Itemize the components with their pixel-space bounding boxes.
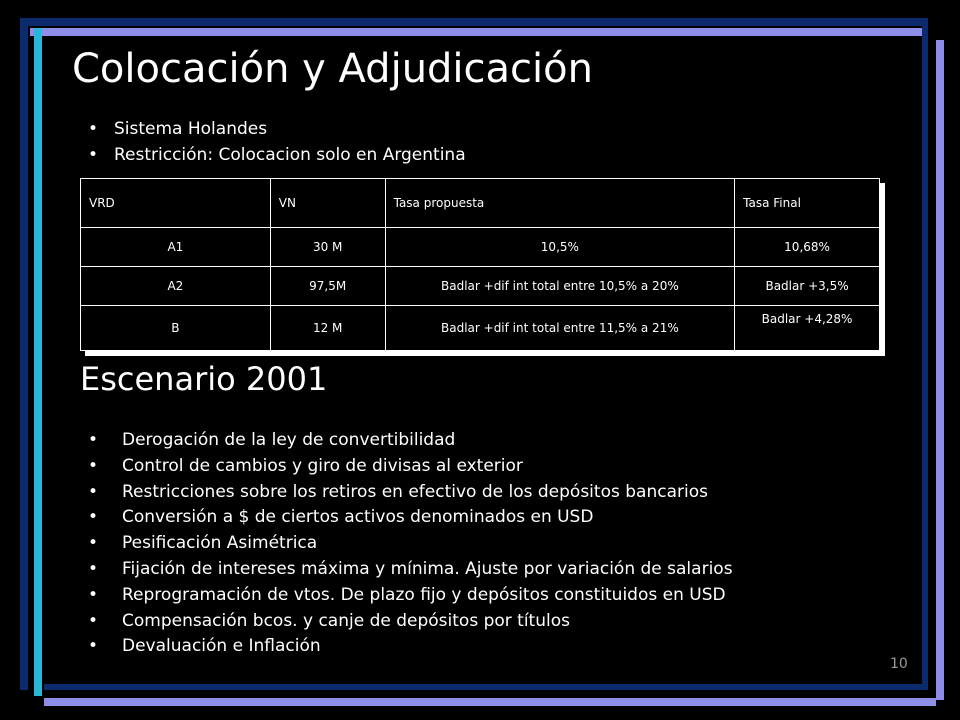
scenario-bullet-text: Reprogramación de vtos. De plazo fijo y depósitos constituidos en USD	[122, 584, 726, 605]
frame-bar-right-light	[936, 40, 944, 700]
frame-bar-top-dark	[20, 18, 928, 26]
bullet-dot-icon: •	[88, 119, 99, 139]
frame-bar-left-dark	[20, 18, 28, 690]
scenario-bullet-list	[88, 428, 733, 660]
scenario-bullet-item	[88, 480, 733, 506]
table-cell: Badlar +dif int total entre 11,5% a 21%	[385, 306, 735, 351]
slide-title: Colocación y Adjudicación	[72, 46, 593, 92]
scenario-bullet-text: Conversión a $ de ciertos activos denominados en USD	[122, 507, 594, 528]
scenario-bullet-text: Compensación bcos. y canje de depósitos por títulos	[122, 610, 570, 631]
scenario-bullet-text: Derogación de la ley de convertibilidad	[122, 430, 456, 450]
frame-bar-top-light	[30, 28, 928, 36]
table-header-cell: Tasa propuesta	[385, 179, 735, 228]
placement-table	[80, 178, 880, 351]
table-cell: 97,5M	[270, 267, 385, 306]
table-header-cell: Tasa Final	[735, 179, 880, 228]
scenario-bullet-item	[88, 634, 733, 660]
bullet-dot-icon: •	[88, 507, 99, 528]
scenario-bullet-item	[88, 505, 733, 531]
bullet-dot-icon: •	[88, 558, 99, 579]
scenario-bullet-text: Devaluación e Inflación	[122, 636, 321, 657]
intro-bullet-item	[88, 116, 466, 142]
table-cell: Badlar +dif int total entre 10,5% a 20%	[385, 267, 735, 306]
table-cell: A1	[81, 228, 271, 267]
bullet-dot-icon: •	[88, 430, 99, 450]
bullet-dot-icon: •	[88, 584, 99, 605]
bullet-dot-icon: •	[88, 455, 99, 476]
frame-bar-bottom-dark	[44, 684, 928, 690]
frame-bar-left-cyan	[34, 28, 42, 696]
intro-bullet-text: Sistema Holandes	[114, 119, 268, 139]
scenario-bullet-text: Restricciones sobre los retiros en efectivo de los depósitos bancarios	[122, 481, 708, 502]
intro-bullet-item	[88, 142, 466, 168]
scenario-bullet-item	[88, 557, 733, 583]
table-cell: A2	[81, 267, 271, 306]
table-cell: 10,5%	[385, 228, 735, 267]
scenario-bullet-text: Pesificación Asimétrica	[122, 533, 318, 554]
page-number: 10	[890, 656, 908, 672]
bullet-dot-icon: •	[88, 636, 99, 657]
intro-bullet-text: Restricción: Colocacion solo en Argentina	[114, 145, 466, 165]
bullet-dot-icon: •	[88, 610, 99, 631]
table-cell: 12 M	[270, 306, 385, 351]
table-row	[81, 267, 880, 306]
frame-bar-right-dark	[922, 18, 928, 690]
table-row	[81, 228, 880, 267]
table-header-cell: VN	[270, 179, 385, 228]
table-cell: Badlar +3,5%	[735, 267, 880, 306]
bullet-dot-icon: •	[88, 481, 99, 502]
bullet-dot-icon: •	[88, 533, 99, 554]
table-header-cell: VRD	[81, 179, 271, 228]
intro-bullet-list	[88, 116, 466, 168]
table-cell: Badlar +4,28%	[735, 306, 880, 351]
scenario-bullet-item	[88, 454, 733, 480]
table-cell: B	[81, 306, 271, 351]
table-header-row	[81, 179, 880, 228]
table-cell: 30 M	[270, 228, 385, 267]
scenario-bullet-item	[88, 583, 733, 609]
frame-bar-bottom-light	[44, 698, 936, 706]
section-title: Escenario 2001	[80, 360, 328, 398]
table-cell: 10,68%	[735, 228, 880, 267]
bullet-dot-icon: •	[88, 145, 99, 165]
scenario-bullet-text: Control de cambios y giro de divisas al exterior	[122, 455, 523, 476]
scenario-bullet-item	[88, 609, 733, 635]
scenario-bullet-item	[88, 428, 733, 454]
scenario-bullet-text: Fijación de intereses máxima y mínima. Ajuste por variación de salarios	[122, 558, 733, 579]
table-row	[81, 306, 880, 351]
scenario-bullet-item	[88, 531, 733, 557]
